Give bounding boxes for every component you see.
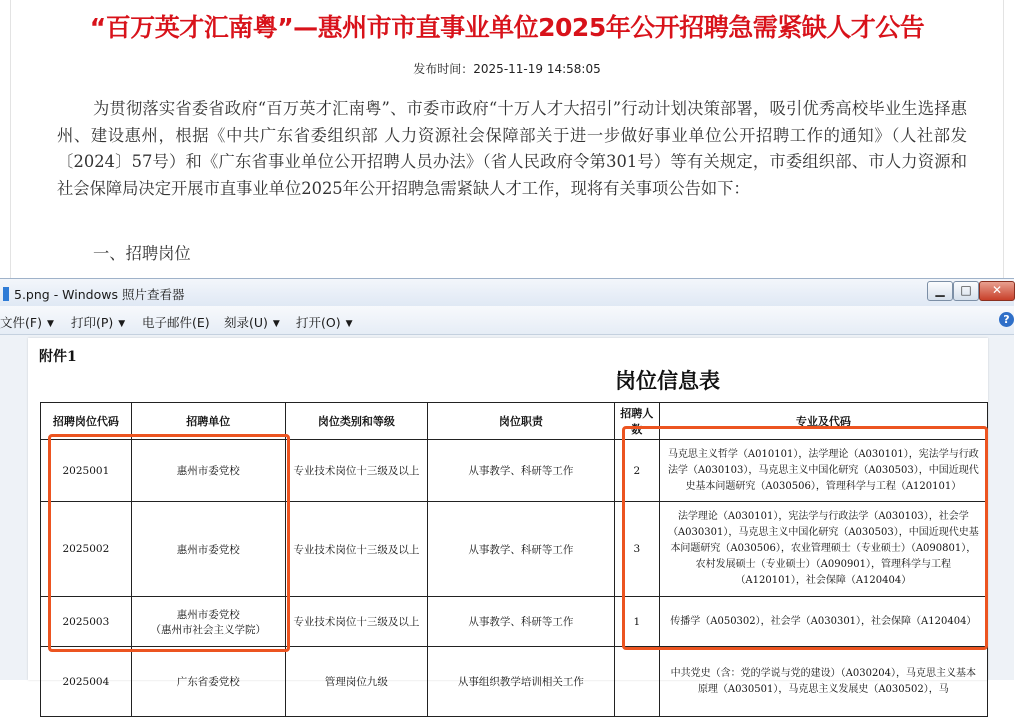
menu-open-label: 打开(O) [296, 315, 341, 330]
menu-bar [0, 306, 1014, 335]
window-titlebar[interactable] [0, 278, 1014, 307]
cell-majors: 传播学（A050302），社会学（A030301），社会保障（A120404） [659, 597, 987, 647]
menu-file-label: 文件(F) [0, 315, 42, 330]
menu-email-label: 电子邮件(E) [142, 315, 210, 330]
cell-majors: 马克思主义哲学（A010101），法学理论（A030101），宪法学与行政法学（A030103），马克思主义中国化研究（A030503），中国近现代史基本问题研究（A030506），管理科学与工程（A120101） [659, 440, 987, 502]
menu-file[interactable] [0, 313, 54, 331]
cell-code: 2025002 [41, 502, 132, 597]
table-row [41, 440, 988, 502]
cell-duty: 从事教学、科研等工作 [427, 597, 614, 647]
document-image [28, 338, 988, 695]
minimize-button[interactable]: ▁ [927, 281, 953, 301]
cell-code: 2025001 [41, 440, 132, 502]
cell-count: 3 [614, 502, 659, 597]
unit-name: 广东省委党校 [176, 676, 240, 688]
cell-level: 管理岗位九级 [285, 647, 427, 717]
cell-duty: 从事组织教学培训相关工作 [427, 647, 614, 717]
cell-duty: 从事教学、科研等工作 [427, 502, 614, 597]
publish-time [0, 60, 1014, 77]
cell-duty: 从事教学、科研等工作 [427, 440, 614, 502]
col-header-count: 招聘人数 [614, 403, 659, 440]
cell-level: 专业技术岗位十三级及以上 [285, 502, 427, 597]
table-row [41, 502, 988, 597]
cell-unit [131, 647, 285, 717]
col-header-majors: 专业及代码 [659, 403, 987, 440]
cell-unit [131, 502, 285, 597]
article-title: “百万英才汇南粤”—惠州市市直事业单位2025年公开招聘急需紧缺人才公告 [89, 13, 925, 42]
cell-count [614, 647, 659, 717]
unit-name: 惠州市委党校 [176, 608, 240, 621]
menu-burn-label: 刻录(U) [224, 315, 268, 330]
menu-burn[interactable] [224, 313, 280, 331]
menu-print[interactable] [71, 313, 125, 331]
col-header-duty: 岗位职责 [427, 403, 614, 440]
cell-unit [131, 597, 285, 647]
chevron-down-icon: ▼ [272, 319, 280, 329]
cell-code: 2025003 [41, 597, 132, 647]
photo-viewer-window [0, 278, 1014, 695]
menu-print-label: 打印(P) [71, 315, 114, 330]
table-row [41, 647, 988, 717]
chevron-down-icon: ▼ [345, 319, 353, 329]
job-info-table [40, 402, 988, 717]
close-button[interactable]: ✕ [979, 281, 1015, 301]
chevron-down-icon: ▼ [118, 319, 126, 329]
menu-open[interactable] [296, 313, 353, 331]
cell-count: 2 [614, 440, 659, 502]
cell-code: 2025004 [41, 647, 132, 717]
col-header-code: 招聘岗位代码 [41, 403, 132, 440]
image-file-icon [3, 287, 9, 301]
window-title: 5.png - Windows 照片查看器 [14, 287, 185, 302]
image-canvas[interactable] [0, 335, 1014, 695]
col-header-unit: 招聘单位 [131, 403, 285, 440]
article-intro: 为贯彻落实省委省政府“百万英才汇南粤”、市委市政府“十万人才大招引”行动计划决策部署，吸引优秀高校毕业生选择惠州、建设惠州，根据《中共广东省委组织部 人力资源社会保障部关于进一步做好事业单位公开招聘工作的通知》（人社部发〔2024〕57号）和《广东省事业单位公开招聘人员办法》（省人民政府令第301号）等有关规定，市委组织部、市人力资源和社会保障局决定开展市直事业单位2025年公开招聘急需紧缺人才工作，现将有关事项公告如下： [57, 99, 967, 198]
cell-level: 专业技术岗位十三级及以上 [285, 440, 427, 502]
sheet-title: 岗位信息表 [615, 368, 720, 393]
unit-subname: （惠州市社会主义学院） [150, 623, 267, 636]
cell-level: 专业技术岗位十三级及以上 [285, 597, 427, 647]
menu-email[interactable] [142, 313, 210, 331]
unit-name: 惠州市委党校 [176, 465, 240, 477]
cell-count: 1 [614, 597, 659, 647]
cell-majors: 中共党史（含：党的学说与党的建设）（A030204），马克思主义基本原理（A030501），马克思主义发展史（A030502），马 [659, 647, 987, 717]
table-row [41, 597, 988, 647]
article-page [0, 0, 1014, 280]
publish-time-value: 2025-11-19 14:58:05 [473, 62, 601, 76]
publish-time-label: 发布时间： [413, 62, 474, 76]
section-heading: 一、招聘岗位 [93, 244, 191, 263]
attachment-label: 附件1 [39, 349, 77, 365]
cell-unit [131, 440, 285, 502]
col-header-level: 岗位类别和等级 [285, 403, 427, 440]
table-header-row [41, 403, 988, 440]
maximize-button[interactable]: □ [953, 281, 979, 301]
help-icon[interactable]: ? [999, 312, 1014, 327]
chevron-down-icon: ▼ [46, 319, 54, 329]
unit-name: 惠州市委党校 [176, 543, 240, 556]
cell-majors: 法学理论（A030101），宪法学与行政法学（A030103），社会学（A030301），马克思主义中国化研究（A030503），中国近现代史基本问题研究（A030506），农业管理硕士（专业硕士）（A090801），农村发展硕士（专业硕士）（A090901），管理科学与工程（A120101），社会保障（A120404） [659, 502, 987, 597]
